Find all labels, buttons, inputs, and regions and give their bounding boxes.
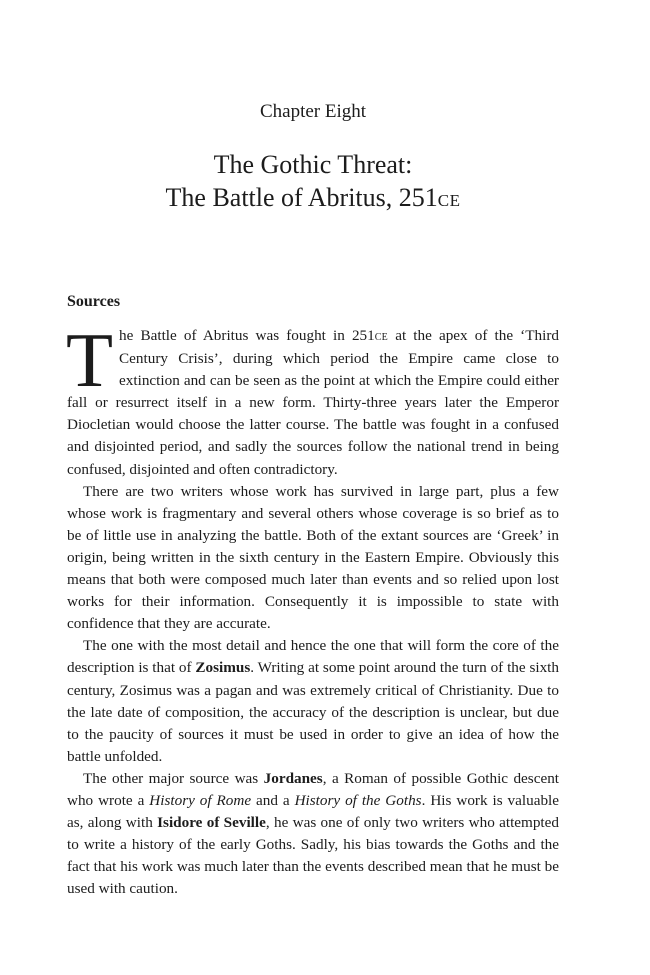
paragraph-4-part: , a Roman of possible Gothic descent who wrote a [67,769,560,809]
work-title-history-of-rome: History of Rome [149,791,252,809]
chapter-title-line-1: The Gothic Threat: [213,150,413,179]
paragraph-4 [67,768,559,901]
paragraph-4-part: and a [251,791,295,809]
paragraph-4-part: . His work is valuable as, along with [67,791,559,832]
name-zosimus: Zosimus [195,659,251,677]
paragraph-4-start: The other major source was [83,769,264,787]
drop-cap: T [66,317,114,403]
body-text [66,317,560,900]
name-isidore-of-seville: Isidore of Seville [157,814,266,832]
paragraph-3-start: The one with the most detail and hence the one that will form the core of the description is that of [67,637,559,677]
era-abbreviation: ce [437,186,461,212]
paragraph-3 [67,635,559,768]
chapter-title-text: The Battle of Abritus, 251 [165,183,438,212]
paragraph-1-start: he Battle of Abritus was fought in 251 [119,327,375,344]
chapter-label: Chapter Eight [259,101,367,122]
paragraph-3-rest: . Writing at some point around the turn of the sixth century, Zosimus was a pagan and was extremely critical of Christianity. Due to the late date of composition, the accuracy of the description is unclear, but due to the paucity of sources it must be used in order to give an idea of how the battle unfolded. [67,659,560,765]
era-abbreviation: ce [374,329,389,344]
chapter-title-line-2 [166,183,461,212]
paragraph-1 [66,317,559,481]
paragraph-1-rest: at the apex of the ‘Third Century Crisis’, during which period the Empire came close to extinction and can be seen as the point at which the Empire could either fall or resurrect itself in a new form. Thirty-three years later the Emperor Diocletian would choose the latter course. The battle was fought in a confused and disjointed period, and sadly the sources follow the national trend in being confused, disjointed and often contradictory. [67,327,559,478]
name-jordanes: Jordanes [263,769,323,787]
chapter-title [0,148,626,216]
work-title-history-of-the-goths: History of the Goths [294,791,422,809]
paragraph-2: There are two writers whose work has survived in large part, plus a few whose work is fragmentary and several others whose coverage is so brief as to be of little use in analyzing the battle. Both of the extant sources are ‘Greek’ in origin, being written in the sixth century in the Eastern Empire. Obviously this means that both were composed much later than events and so relied upon lost works for their information. Consequently it is impossible to state with confidence that they are accurate. [67,482,559,633]
section-heading: Sources [67,293,121,310]
paragraph-4-rest: , he was one of only two writers who attempted to write a history of the early Goths. Sadly, his bias towards the Goths and the fact that his work was much later than the events described mean that he must be used with caution. [67,814,559,898]
